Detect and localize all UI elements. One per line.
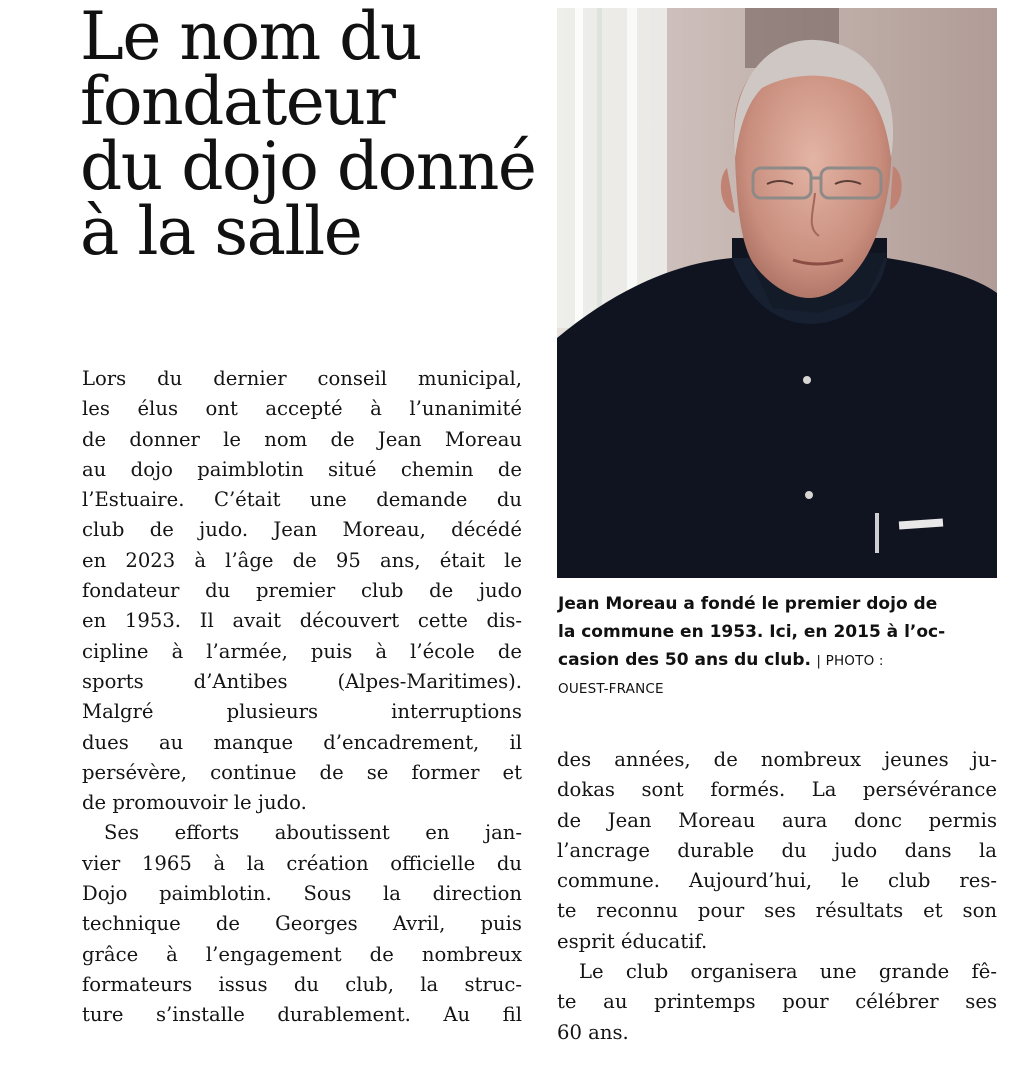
text-line: cipline à l’armée, puis à l’école de [82,639,522,663]
photo-credit-label: | PHOTO : [816,653,884,669]
text-line: de donner le nom de Jean Moreau [82,427,522,451]
article-headline [80,0,550,270]
article-column-left [82,364,522,1031]
headline-line: du dojo donné [80,128,536,205]
caption-line: la commune en 1953. Ici, en 2015 à l’oc- [558,622,946,642]
article-photo [557,8,997,578]
text-line: des années, de nombreux jeunes ju- [557,748,997,771]
text-line: esprit éducatif. [557,929,708,953]
text-line: en 2023 à l’âge de 95 ans, était le [82,548,522,572]
text-line: de promouvoir le judo. [82,791,307,815]
text-line: technique de Georges Avril, puis [82,912,522,936]
text-line: commune. Aujourd’hui, le club res- [557,869,997,893]
text-line: 60 ans. [557,1020,629,1044]
text-line: sports d’Antibes (Alpes-Maritimes). [82,669,522,693]
article-column-right [557,745,997,1048]
text-line: ture s’installe durablement. Au fil [82,1003,522,1027]
text-line: en 1953. Il avait découvert cette dis- [82,609,522,633]
portrait-image [557,8,997,578]
text-line: dokas sont formés. La persévérance [557,778,997,802]
headline-line: fondateur [80,63,395,140]
text-line: de Jean Moreau aura donc permis [557,808,997,832]
text-line: Dojo paimblotin. Sous la direction [82,882,522,906]
text-line: l’Estuaire. C’était une demande du [82,488,522,512]
text-line: te au printemps pour célébrer ses [557,990,997,1014]
caption-line: casion des 50 ans du club. [558,650,811,670]
text-line: vier 1965 à la création officielle du [82,851,522,875]
text-line: te reconnu pour ses résultats et son [557,899,997,923]
text-line: fondateur du premier club de judo [82,579,522,603]
text-line: au dojo paimblotin situé chemin de [82,457,522,481]
photo-caption [558,590,998,703]
text-line: Le club organisera une grande fê- [579,960,997,984]
text-line: grâce à l’engagement de nombreux [82,942,522,966]
text-line: les élus ont accepté à l’unanimité [82,397,522,421]
text-line: formateurs issus du club, la struc- [82,972,522,996]
headline-line: à la salle [80,193,362,270]
text-line: Lors du dernier conseil municipal, [82,367,522,390]
photo-credit-source: OUEST-FRANCE [558,681,664,697]
headline-line: Le nom du [80,0,421,75]
text-line: l’ancrage durable du judo dans la [557,838,997,862]
text-line: club de judo. Jean Moreau, décédé [82,518,522,542]
text-line: persévère, continue de se former et [82,760,522,784]
caption-line: Jean Moreau a fondé le premier dojo de [558,594,938,614]
text-line: Ses efforts aboutissent en jan- [104,821,522,845]
text-line: dues au manque d’encadrement, il [82,730,522,754]
text-line: Malgré plusieurs interruptions [82,700,522,724]
